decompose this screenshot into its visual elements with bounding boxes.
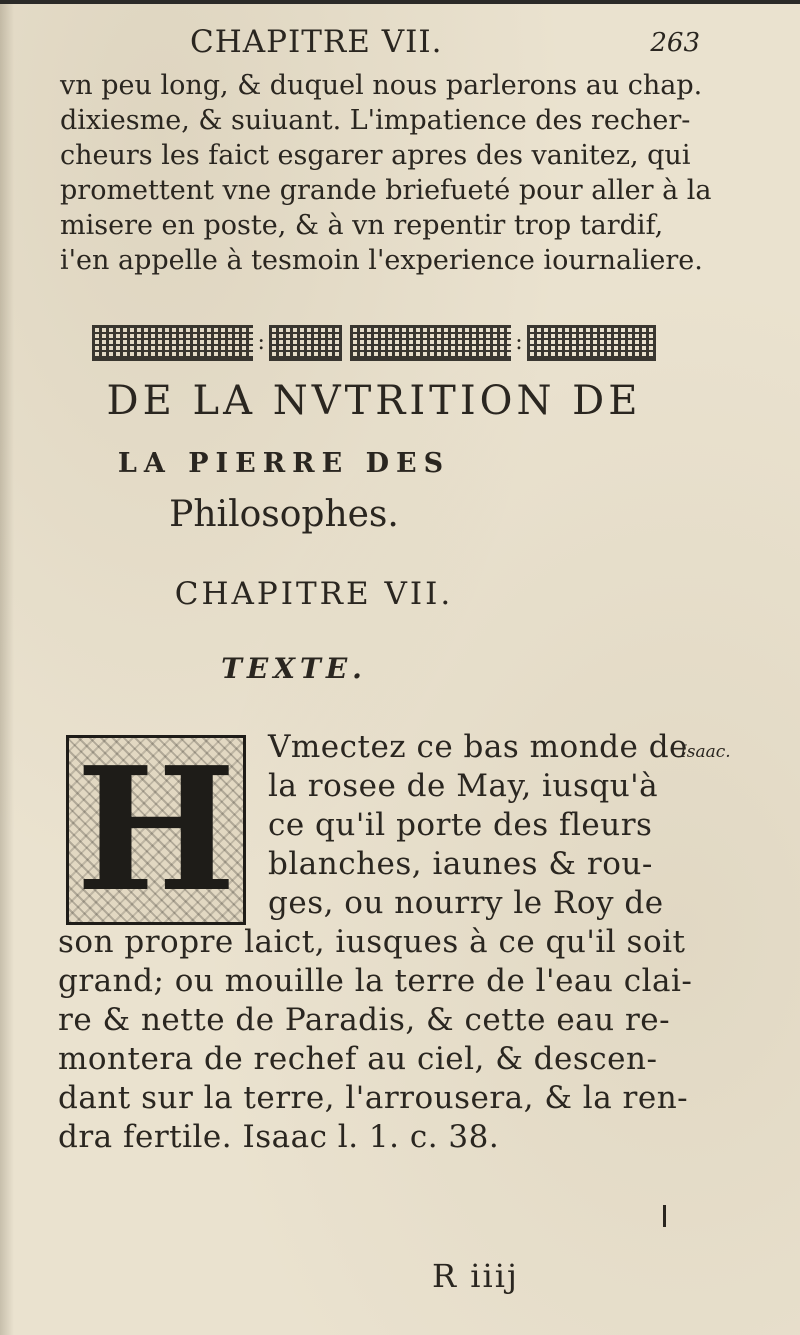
main-text — [58, 923, 693, 1157]
chapter-title-line-3: Philosophes. — [169, 494, 399, 535]
ornament-colon: : — [515, 330, 523, 355]
page-number: 263 — [650, 28, 700, 58]
chapter-title-line-2: LA PIERRE DES — [117, 448, 451, 479]
indented-text — [268, 728, 688, 923]
text-line: cheurs les faict esgarer apres des vanitez, qui — [60, 140, 691, 171]
running-head-title: CHAPITRE VII. — [190, 24, 443, 60]
text-line: dant sur la terre, l'arrousera, & la ren- — [58, 1080, 689, 1116]
text-line: misere en poste, & à vn repentir trop tardif, — [60, 210, 664, 241]
decorated-initial — [66, 730, 246, 930]
marginal-note: Isaac. — [680, 742, 731, 762]
ornament-colon: : — [257, 330, 265, 355]
text-line: ges, ou nourry le Roy de — [268, 885, 664, 921]
ornament-segment — [527, 325, 656, 361]
ornament-segment — [92, 325, 253, 361]
text-line: re & nette de Paradis, & cette eau re- — [58, 1002, 671, 1038]
text-line: Vmectez ce bas monde de — [268, 729, 688, 765]
initial-letter: H — [75, 730, 237, 930]
chapter-heading: CHAPITRE VII. — [174, 576, 454, 612]
text-line: blanches, iaunes & rou- — [268, 846, 653, 882]
text-line: vn peu long, & duquel nous parlerons au chap. — [60, 70, 703, 101]
section-label: TEXTE. — [221, 652, 367, 685]
text-line: grand; ou mouille la terre de l'eau clai- — [58, 963, 693, 999]
text-line: i'en appelle à tesmoin l'experience iournaliere. — [60, 245, 703, 276]
signature-mark: R iiij — [432, 1257, 519, 1295]
text-line: son propre laict, iusques à ce qu'il soit — [58, 924, 686, 960]
chapter-title-line-1: DE LA NVTRITION DE — [106, 378, 642, 424]
text-line: dixiesme, & suiuant. L'impatience des recher- — [60, 105, 691, 136]
text-line: montera de rechef au ciel, & descen- — [58, 1041, 658, 1077]
stray-mark — [663, 1205, 666, 1227]
page-top-edge — [0, 0, 800, 4]
text-line: promettent vne grande briefueté pour aller à la — [60, 175, 712, 206]
text-line: dra fertile. Isaac l. 1. c. 38. — [58, 1119, 500, 1155]
text-line: la rosee de May, iusqu'à — [268, 768, 659, 804]
ornament-segment — [269, 325, 342, 361]
text-line: ce qu'il porte des fleurs — [268, 807, 653, 843]
ornamental-band — [88, 326, 660, 360]
running-head — [60, 24, 700, 64]
preceding-text — [60, 68, 712, 278]
ornament-segment — [350, 325, 511, 361]
